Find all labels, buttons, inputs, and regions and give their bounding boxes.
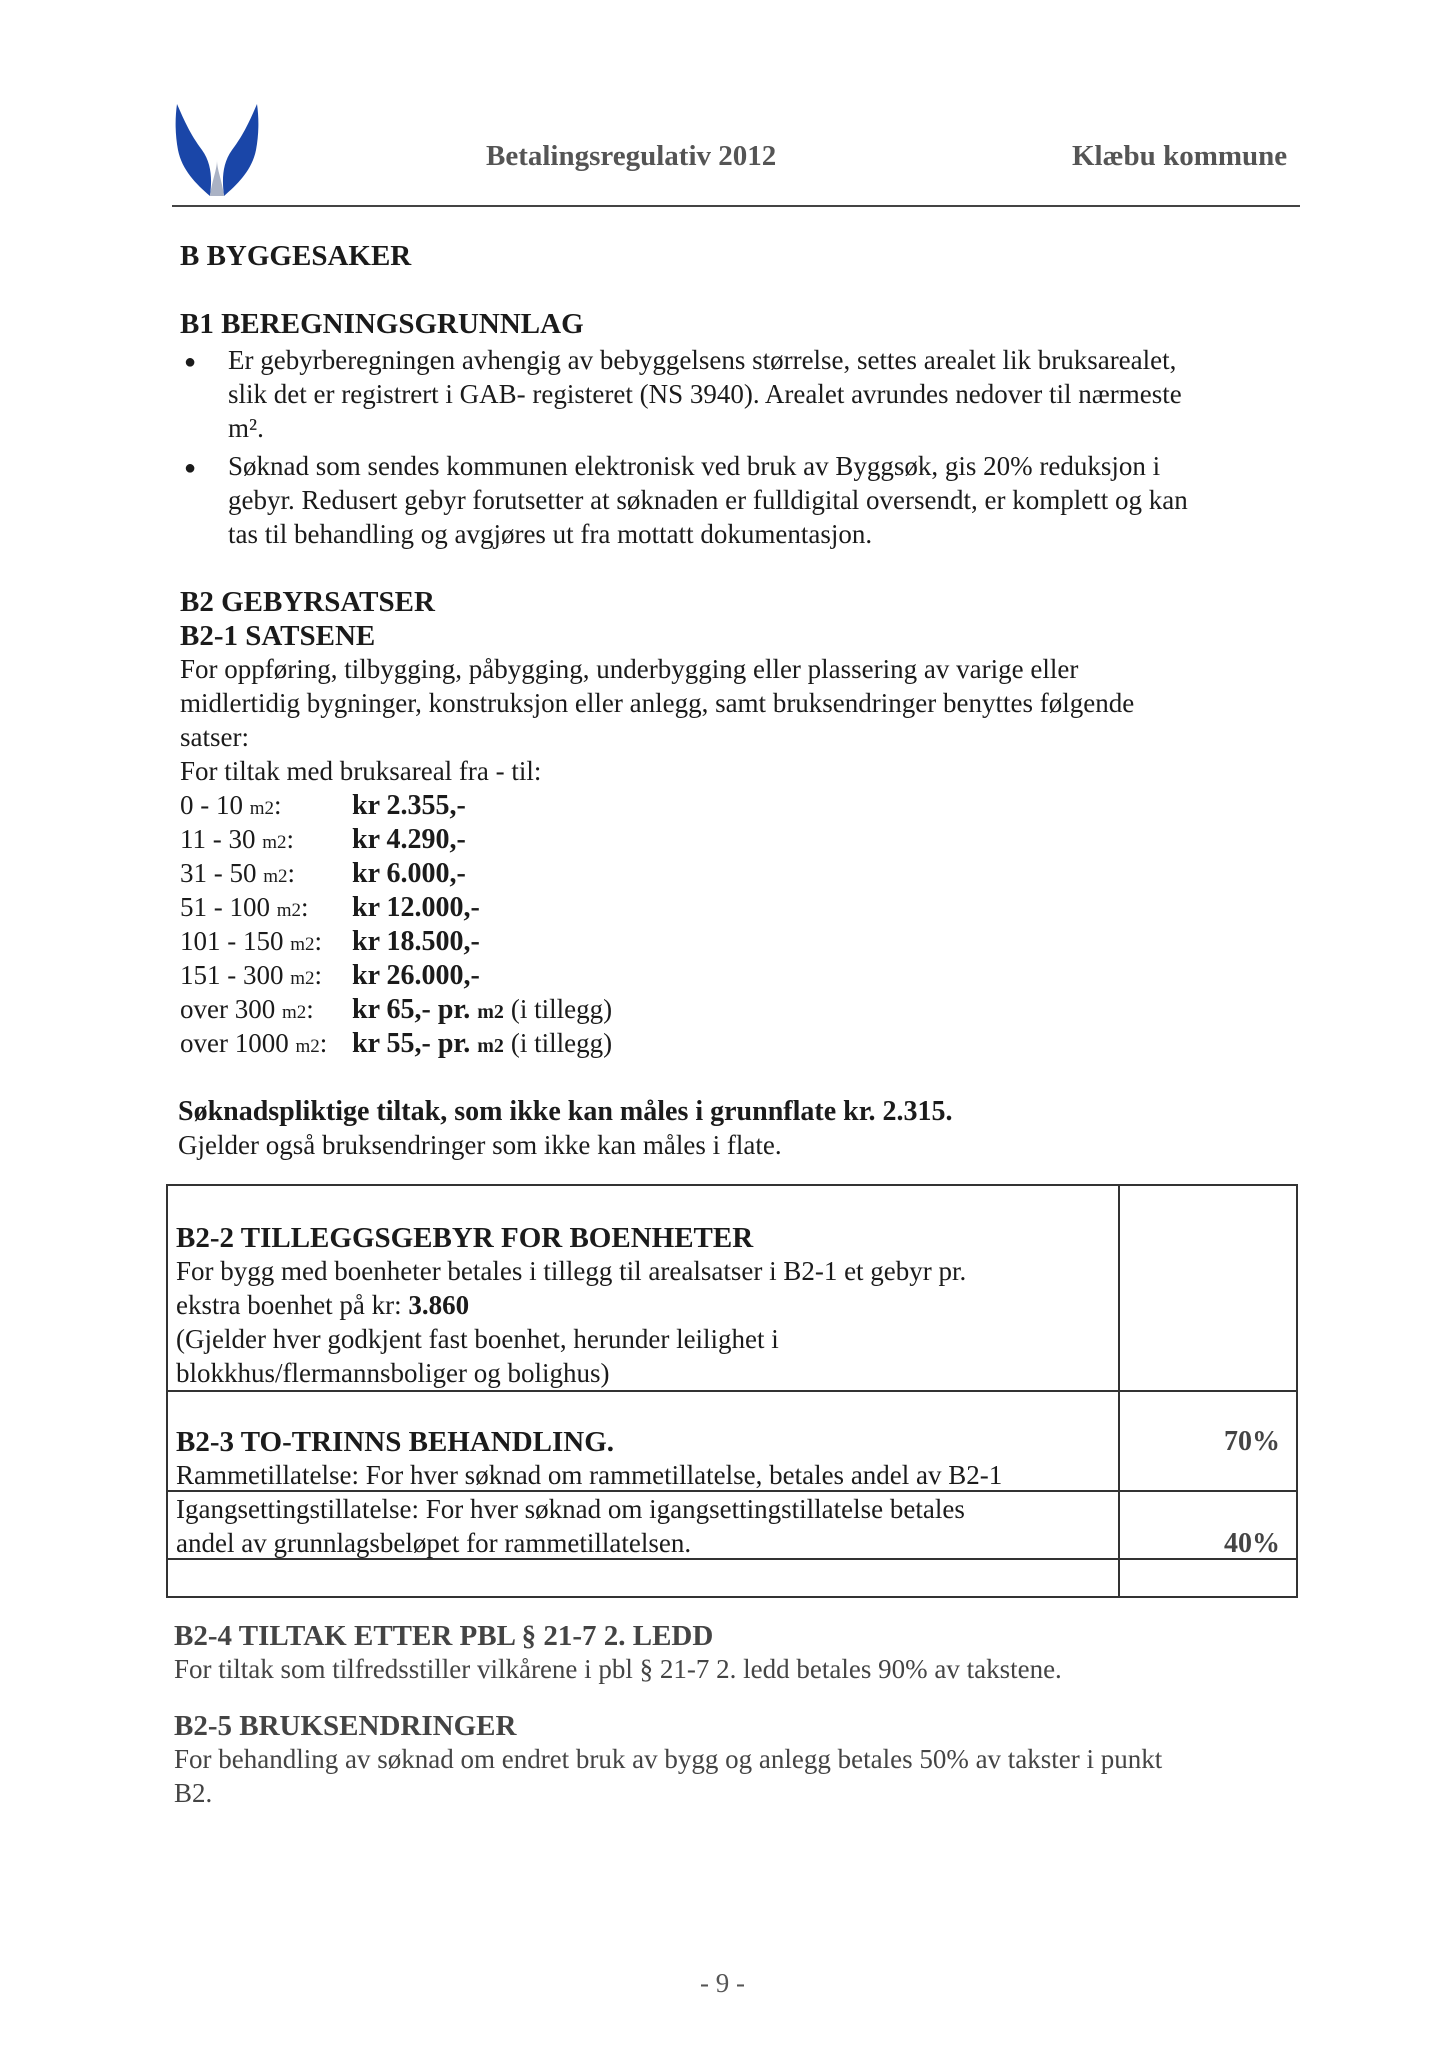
rate-amount: kr 12.000,-: [352, 892, 480, 923]
b2-2-amount: 3.860: [408, 1290, 470, 1320]
b2-2-title: B2-2 TILLEGGSGEBYR FOR BOENHETER: [176, 1222, 754, 1254]
rate-amount: kr 26.000,-: [352, 960, 480, 991]
rate-range: 0 - 10 m2:: [180, 790, 282, 820]
b2-3-line2: Igangsettingstillatelse: For hver søknad om igangsettingstillatelse betales: [176, 1494, 965, 1524]
rate-amount: kr 65,- pr. m2 (i tillegg): [352, 994, 613, 1025]
rate-amount: kr 4.290,-: [352, 824, 466, 855]
b2-intro-line3: satser:: [180, 722, 249, 752]
rate-amount: kr 2.355,-: [352, 790, 466, 821]
table-row-divider: [166, 1390, 1296, 1392]
bullet-icon: ●: [184, 351, 197, 373]
b2-3-percent-ramme: 70%: [1224, 1426, 1280, 1457]
header-divider: [172, 205, 1300, 207]
rate-range: 31 - 50 m2:: [180, 858, 296, 888]
b2-3-line1: Rammetillatelse: For hver søknad om rammetillatelse, betales andel av B2-1: [176, 1460, 1003, 1490]
rate-range: over 300 m2:: [180, 994, 314, 1024]
rate-range: 101 - 150 m2:: [180, 926, 323, 956]
rate-range: over 1000 m2:: [180, 1028, 328, 1058]
section-b-title: B BYGGESAKER: [180, 240, 412, 272]
b2-4-title: B2-4 TILTAK ETTER PBL § 21-7 2. LEDD: [174, 1620, 714, 1652]
b1-bullet2-line3: tas til behandling og avgjøres ut fra mottatt dokumentasjon.: [228, 519, 873, 549]
b2-intro-line4: For tiltak med bruksareal fra - til:: [180, 756, 542, 786]
b2-5-line1: For behandling av søknad om endret bruk av bygg og anlegg betales 50% av takster i punkt: [174, 1744, 1163, 1774]
b2-3-percent-igangsetting: 40%: [1224, 1528, 1280, 1559]
b2-1-title: B2-1 SATSENE: [180, 620, 376, 652]
b2-5-line2: B2.: [174, 1778, 213, 1808]
b1-bullet2-line1: Søknad som sendes kommunen elektronisk ved bruk av Byggsøk, gis 20% reduksjon i: [228, 451, 1161, 481]
b2-intro-line1: For oppføring, tilbygging, påbygging, underbygging eller plassering av varige eller: [180, 654, 1079, 684]
unmeasurable-note-bold: Søknadspliktige tiltak, som ikke kan måles i grunnflate kr. 2.315.: [178, 1096, 953, 1127]
b2-intro-line2: midlertidig bygninger, konstruksjon eller anlegg, samt bruksendringer benyttes følgende: [180, 688, 1135, 718]
header-title: Betalingsregulativ 2012: [486, 140, 777, 172]
bullet-icon: ●: [184, 457, 197, 479]
page-number: - 9 -: [700, 1968, 745, 1998]
b2-4-text: For tiltak som tilfredsstiller vilkårene i pbl § 21-7 2. ledd betales 90% av takstene.: [174, 1654, 1062, 1684]
b2-5-title: B2-5 BRUKSENDRINGER: [174, 1710, 517, 1742]
b2-3-title: B2-3 TO-TRINNS BEHANDLING.: [176, 1426, 615, 1458]
b2-2-line3: (Gjelder hver godkjent fast boenhet, herunder leilighet i: [176, 1324, 779, 1354]
rate-range: 11 - 30 m2:: [180, 824, 295, 854]
rate-amount: kr 6.000,-: [352, 858, 466, 889]
b2-2-line1: For bygg med boenheter betales i tillegg til arealsatser i B2-1 et gebyr pr.: [176, 1256, 967, 1286]
b1-bullet1-line2: slik det er registrert i GAB- registeret (NS 3940). Arealet avrundes nedover til nærmeste: [228, 379, 1182, 409]
rate-amount: kr 55,- pr. m2 (i tillegg): [352, 1028, 613, 1059]
b1-title: B1 BEREGNINGSGRUNNLAG: [180, 308, 584, 340]
b1-bullet2-line2: gebyr. Redusert gebyr forutsetter at søknaden er fulldigital oversendt, er komplett og kan: [228, 485, 1188, 515]
b2-title: B2 GEBYRSATSER: [180, 586, 435, 618]
rate-amount: kr 18.500,-: [352, 926, 480, 957]
rate-range: 51 - 100 m2:: [180, 892, 309, 922]
b2-3-line3: andel av grunnlagsbeløpet for rammetillatelsen.: [176, 1528, 692, 1558]
rate-range: 151 - 300 m2:: [180, 960, 323, 990]
b1-bullet1-line1: Er gebyrberegningen avhengig av bebyggelsens størrelse, settes arealet lik bruksarealet,: [228, 345, 1177, 375]
header-municipality: Klæbu kommune: [1072, 140, 1288, 172]
b2-2-line2: ekstra boenhet på kr: 3.860: [176, 1290, 470, 1320]
municipality-logo-icon: [172, 100, 262, 200]
unmeasurable-note-text: Gjelder også bruksendringer som ikke kan måles i flate.: [178, 1130, 782, 1160]
b1-bullet1-line3: m².: [228, 413, 264, 443]
b2-2-line4: blokkhus/flermannsboliger og bolighus): [176, 1358, 610, 1388]
